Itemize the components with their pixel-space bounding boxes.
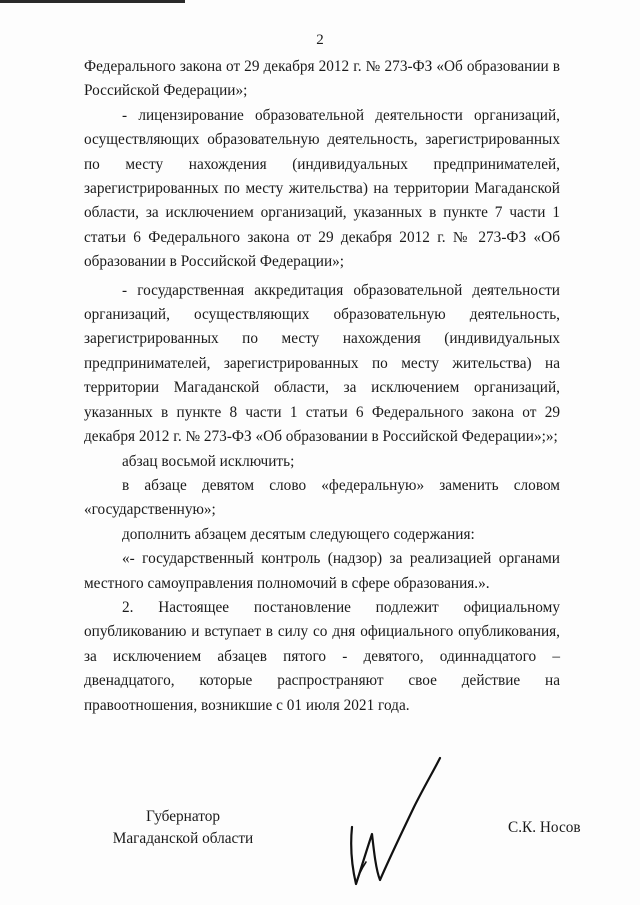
paragraph-8: 2. Настоящее постановление подлежит официальному опубликованию и вступает в силу со дня официального опубликования, за исключением абзацев пятого - девятого, одиннадцатого – двенадцатого, которые распространяют свое действие на правоотношения, возникшие с 01 июля 2021 года. [84, 598, 560, 714]
paragraph-5: в абзаце девятом слово «федеральную» заменить словом «государственную»; [84, 476, 560, 519]
page-number: 2 [316, 32, 324, 48]
paragraph-1: Федерального закона от 29 декабря 2012 г. № 273-ФЗ «Об образовании в Российской Федерации»; [84, 58, 560, 100]
signatory-name: С.К. Носов [508, 819, 581, 836]
paragraph-7: «- государственный контроль (надзор) за реализацией органами местного самоуправления полномочий в сфере образования.». [84, 550, 560, 592]
paragraph-2: - лицензирование образовательной деятельности организаций, осуществляющих образовательную деятельность, зарегистрированных по месту нахождения (индивидуальных предпринимателей, зарегистрированных по месту жительства) на территории Магаданской области, за исключением организаций, указанных в пункте 7 части 1 статьи 6 Федерального закона от 29 декабря 2012 г. № 273-ФЗ «Об образовании в Российской Федерации»; [84, 106, 560, 271]
document-body [84, 55, 560, 718]
signatory-title-line2: Магаданской области [112, 830, 254, 847]
signatory-title-line1: Губернатор [145, 808, 221, 825]
paragraph-3: - государственная аккредитация образовательной деятельности организаций, осуществляющих образовательную деятельность, зарегистрированных по месту нахождения (индивидуальных предпринимателей, зарегистрированных по месту жительства) на территории Магаданской области, за исключением организаций, указанных в пункте 8 части 1 статьи 6 Федерального закона от 29 декабря 2012 г. № 273-ФЗ «Об образовании в Российской Федерации»;»; [84, 281, 560, 446]
handwritten-signature [322, 752, 472, 892]
signatory-title [108, 806, 258, 850]
paragraph-6: дополнить абзацем десятым следующего содержания: [122, 525, 475, 543]
scan-edge-line [0, 0, 185, 3]
paragraph-4: абзац восьмой исключить; [122, 452, 295, 470]
